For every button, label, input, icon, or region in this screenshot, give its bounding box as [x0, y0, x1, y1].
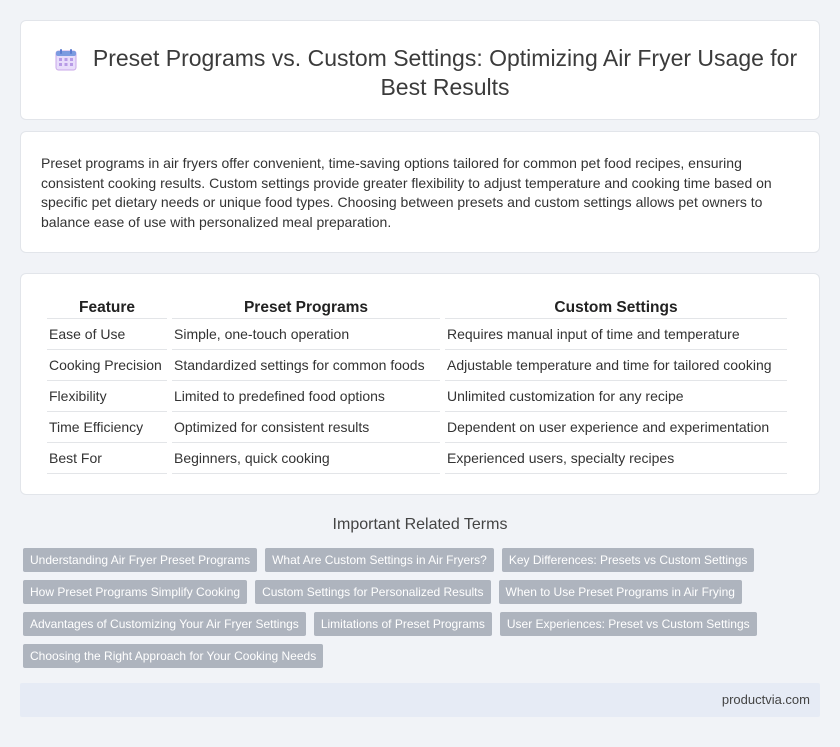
related-term-tag[interactable]: Limitations of Preset Programs	[314, 612, 492, 636]
related-terms-heading: Important Related Terms	[332, 516, 508, 533]
related-term-tag[interactable]: Choosing the Right Approach for Your Cooking Needs	[23, 644, 323, 668]
intro-card	[20, 131, 820, 253]
table-cell: Optimized for consistent results	[172, 412, 440, 443]
table-row	[47, 350, 787, 381]
page-title: Preset Programs vs. Custom Settings: Optimizing Air Fryer Usage for Best Results	[92, 45, 798, 100]
comparison-card	[20, 273, 820, 495]
table-row	[47, 319, 787, 350]
related-term-tag[interactable]: How Preset Programs Simplify Cooking	[23, 580, 247, 604]
intro-paragraph: Preset programs in air fryers offer convenient, time-saving options tailored for common pet food recipes, ensuring consistent cooking results. Custom settings provide greater flexibility to adjust temperature and cooking time based on specific pet dietary needs or unique food types. Choosing between presets and custom settings allows pet owners to balance ease of use with personalized meal preparation.	[41, 155, 772, 230]
table-cell: Experienced users, specialty recipes	[445, 443, 787, 474]
footer-brand[interactable]: productvia.com	[721, 692, 810, 707]
table-cell: Requires manual input of time and temperature	[445, 319, 787, 350]
table-cell: Ease of Use	[47, 319, 167, 350]
table-cell: Unlimited customization for any recipe	[445, 381, 787, 412]
column-header-preset: Preset Programs	[172, 297, 440, 319]
table-cell: Simple, one-touch operation	[172, 319, 440, 350]
table-cell: Standardized settings for common foods	[172, 350, 440, 381]
footer	[20, 683, 820, 717]
table-cell: Time Efficiency	[47, 412, 167, 443]
related-term-tag[interactable]: When to Use Preset Programs in Air Frying	[499, 580, 742, 604]
related-term-tag[interactable]: What Are Custom Settings in Air Fryers?	[265, 548, 494, 572]
table-cell: Best For	[47, 443, 167, 474]
table-cell: Limited to predefined food options	[172, 381, 440, 412]
table-cell: Flexibility	[47, 381, 167, 412]
table-cell: Adjustable temperature and time for tailored cooking	[445, 350, 787, 381]
table-cell: Dependent on user experience and experimentation	[445, 412, 787, 443]
table-row	[47, 443, 787, 474]
related-term-tag[interactable]: Understanding Air Fryer Preset Programs	[23, 548, 257, 572]
table-row	[47, 381, 787, 412]
table-row	[47, 412, 787, 443]
related-term-tag[interactable]: User Experiences: Preset vs Custom Settings	[500, 612, 757, 636]
column-header-custom: Custom Settings	[445, 297, 787, 319]
table-header-row	[47, 297, 787, 319]
table-cell: Cooking Precision	[47, 350, 167, 381]
comparison-table	[42, 297, 792, 474]
related-term-tag[interactable]: Advantages of Customizing Your Air Fryer Settings	[23, 612, 306, 636]
related-term-tag[interactable]: Custom Settings for Personalized Results	[255, 580, 490, 604]
calendar-icon	[53, 47, 79, 73]
table-cell: Beginners, quick cooking	[172, 443, 440, 474]
title-card	[20, 20, 820, 120]
column-header-feature: Feature	[47, 297, 167, 319]
related-terms-list	[23, 548, 813, 668]
related-term-tag[interactable]: Key Differences: Presets vs Custom Settings	[502, 548, 755, 572]
